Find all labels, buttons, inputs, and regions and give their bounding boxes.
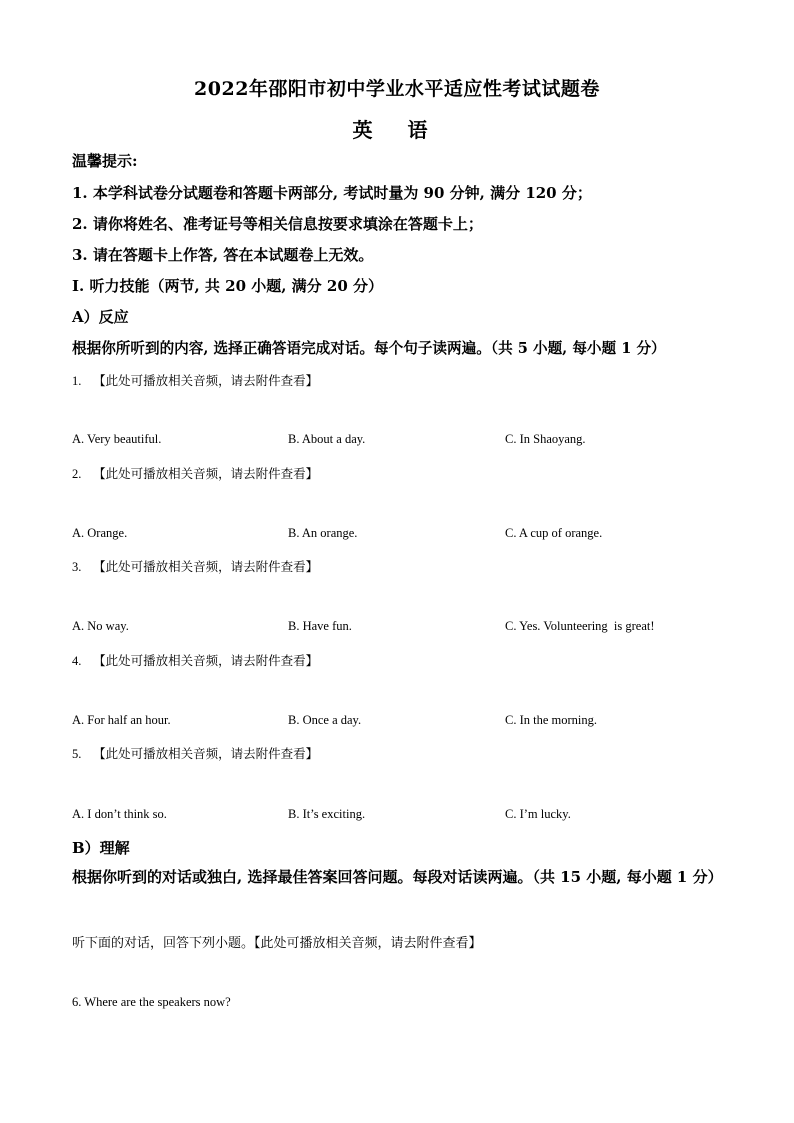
tips-heading: 温馨提示: (72, 152, 138, 170)
question-5-option-a: A. I don’t think so. (72, 807, 167, 821)
question-3-option-c: C. Yes. Volunteering is great! (505, 619, 655, 633)
question-3-prompt (72, 557, 318, 575)
audio-placeholder: 【此处可播放相关音频，请去附件查看】 (93, 654, 319, 668)
exam-title: 2022年邵阳市初中学业水平适应性考试试题卷 (194, 78, 600, 100)
tip-item-1: 1. 本学科试卷分试题卷和答题卡两部分, 考试时量为 90 分钟, 满分 120 分； (72, 184, 592, 202)
part-b-heading: B）理解 (72, 839, 130, 857)
question-1-prompt (72, 371, 318, 389)
question-4-option-b: B. Once a day. (288, 713, 362, 727)
question-4-prompt (72, 651, 318, 669)
question-2-option-b: B. An orange. (288, 526, 358, 540)
audio-placeholder: 【此处可播放相关音频，请去附件查看】 (93, 374, 319, 388)
tip-item-2: 2. 请你将姓名、准考证号等相关信息按要求填涂在答题卡上； (72, 215, 483, 233)
question-number: 1. (72, 374, 82, 388)
question-number: 5. (72, 747, 82, 761)
question-number: 3. (72, 560, 82, 574)
subject-title: 英 语 (352, 118, 442, 142)
section-heading: I. 听力技能（两节, 共 20 小题, 满分 20 分） (72, 277, 383, 295)
tip-item-3: 3. 请在答题卡上作答, 答在本试题卷上无效。 (72, 246, 374, 264)
question-3-option-b: B. Have fun. (288, 619, 352, 633)
question-1-option-c: C. In Shaoyang. (505, 432, 586, 446)
question-2-option-c: C. A cup of orange. (505, 526, 603, 540)
audio-placeholder: 【此处可播放相关音频，请去附件查看】 (93, 747, 319, 761)
audio-placeholder: 【此处可播放相关音频，请去附件查看】 (93, 560, 319, 574)
listen-prompt: 听下面的对话，回答下列小题。【此处可播放相关音频，请去附件查看】 (72, 935, 482, 950)
question-5-option-b: B. It’s exciting. (288, 807, 366, 821)
part-b-instruction: 根据你听到的对话或独白, 选择最佳答案回答问题。每段对话读两遍。（共 15 小题, 每小题 1 分） (72, 868, 723, 886)
part-a-heading: A）反应 (72, 308, 129, 326)
question-number: 2. (72, 467, 82, 481)
question-6-text: 6. Where are the speakers now? (72, 995, 231, 1009)
question-4-option-a: A. For half an hour. (72, 713, 171, 727)
question-4-option-c: C. In the morning. (505, 713, 598, 727)
part-a-instruction: 根据你所听到的内容, 选择正确答语完成对话。每个句子读两遍。（共 5 小题, 每小题 1 分） (72, 340, 666, 357)
question-2-option-a: A. Orange. (72, 526, 128, 540)
audio-placeholder: 【此处可播放相关音频，请去附件查看】 (93, 467, 319, 481)
question-3-option-a: A. No way. (72, 619, 129, 633)
question-1-option-b: B. About a day. (288, 432, 366, 446)
question-number: 4. (72, 654, 82, 668)
question-5-option-c: C. I’m lucky. (505, 807, 571, 821)
question-1-option-a: A. Very beautiful. (72, 432, 162, 446)
question-2-prompt (72, 464, 318, 482)
question-5-prompt (72, 744, 318, 762)
